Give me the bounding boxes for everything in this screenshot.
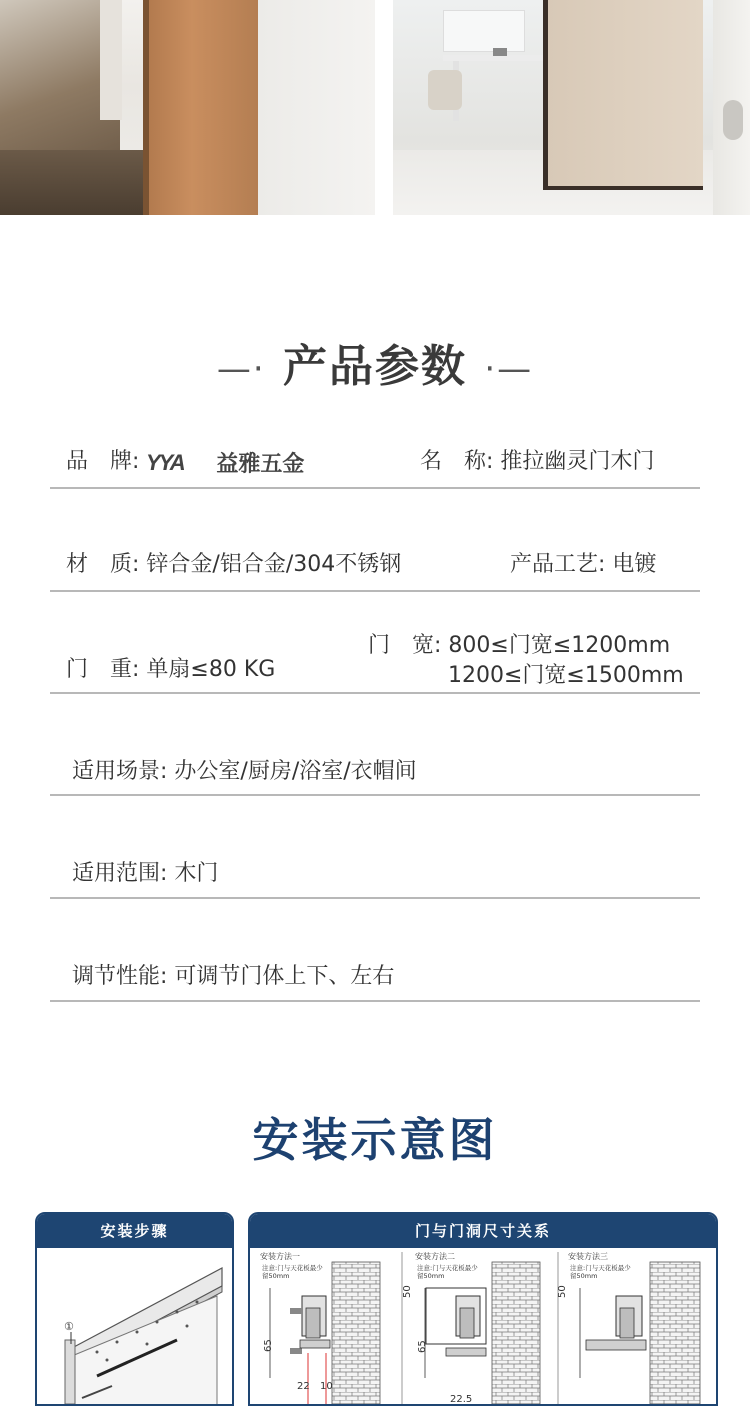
method-2-note-1: 注意:门与天花板最少: [417, 1264, 478, 1272]
door-size-diagram: [250, 1248, 716, 1404]
product-photo-left: [0, 0, 375, 215]
method-1-title: 安装方法一: [260, 1252, 300, 1261]
method-2-dim-50: 50: [402, 1285, 413, 1298]
method-1-dim-65: 65: [263, 1339, 274, 1352]
material-label: 材 质:: [66, 552, 140, 577]
adjust-value: 可调节门体上下、左右: [174, 964, 395, 989]
install-steps-header: 安装步骤: [37, 1214, 232, 1248]
param-row-scene: [50, 694, 700, 796]
param-row-material-process: [50, 489, 700, 592]
method-1-dim-10: 10: [320, 1381, 333, 1392]
install-section-title: 安装示意图: [252, 1113, 498, 1167]
params-section-title: [0, 330, 750, 394]
method-2-dim-22-5: 22.5: [450, 1394, 473, 1404]
weight-value: 单扇≤80 KG: [146, 657, 276, 682]
install-steps-panel: [35, 1212, 234, 1406]
param-row-weight-width: [50, 592, 700, 694]
name-cell: [420, 444, 654, 475]
width-value-1: 800≤门宽≤1200mm: [448, 633, 671, 658]
brand-logo-mark: YYA: [146, 450, 185, 474]
door-size-panel: [248, 1212, 718, 1406]
method-3-note-1: 注意:门与天花板最少: [570, 1264, 631, 1272]
method-3-dim-50: 50: [557, 1285, 568, 1298]
material-cell: [66, 547, 401, 578]
method-1-note-1: 注意:门与天花板最少: [262, 1264, 323, 1272]
name-label: 名 称:: [420, 449, 494, 474]
product-photo-right: [393, 0, 750, 215]
width-cell: [368, 628, 670, 659]
weight-cell: [66, 652, 275, 683]
param-row-scope: [50, 796, 700, 899]
brand-logo-icon: [146, 450, 210, 474]
method-2-title: 安装方法二: [415, 1252, 455, 1261]
method-2-note-2: 留50mm: [417, 1272, 445, 1280]
process-cell: [510, 547, 656, 578]
step-marker: ①: [64, 1320, 74, 1333]
scope-value: 木门: [174, 861, 219, 886]
weight-label: 门 重:: [66, 657, 140, 682]
door-size-header: 门与门洞尺寸关系: [250, 1214, 716, 1248]
method-2-diagram: [402, 1251, 558, 1404]
params-title-text: 产品参数: [283, 341, 467, 392]
method-3-title: 安装方法三: [568, 1252, 608, 1261]
material-value: 锌合金/铝合金/304不锈钢: [146, 552, 402, 577]
method-1-diagram: [260, 1251, 402, 1404]
width-value-2: 1200≤门宽≤1500mm: [448, 663, 684, 688]
adjust-label: 调节性能:: [72, 964, 168, 989]
brand-label: 品 牌:: [66, 449, 140, 474]
width-label: 门 宽:: [368, 633, 442, 658]
method-1-dim-22: 22: [297, 1381, 310, 1392]
param-row-adjust: [50, 899, 700, 1002]
scene-cell: [72, 754, 417, 785]
adjust-cell: [72, 959, 394, 990]
scene-label: 适用场景:: [72, 759, 168, 784]
method-1-note-2: 留50mm: [262, 1272, 290, 1280]
name-value: 推拉幽灵门木门: [500, 449, 655, 474]
process-label: 产品工艺:: [510, 552, 606, 577]
method-2-dim-65: 65: [417, 1340, 428, 1353]
title-dash-right: ·—: [484, 349, 534, 389]
width-cell-line2: [448, 658, 684, 689]
scene-value: 办公室/厨房/浴室/衣帽间: [174, 759, 417, 784]
method-3-note-2: 留50mm: [570, 1272, 598, 1280]
scope-label: 适用范围:: [72, 861, 168, 886]
param-row-brand-name: [50, 420, 700, 489]
title-dash-left: —·: [216, 349, 266, 389]
process-value: 电镀: [612, 552, 657, 577]
brand-name: 益雅五金: [216, 451, 305, 477]
install-steps-diagram: [37, 1248, 232, 1404]
brand-cell: [66, 444, 304, 478]
scope-cell: [72, 856, 218, 887]
method-3-diagram: [557, 1251, 700, 1404]
